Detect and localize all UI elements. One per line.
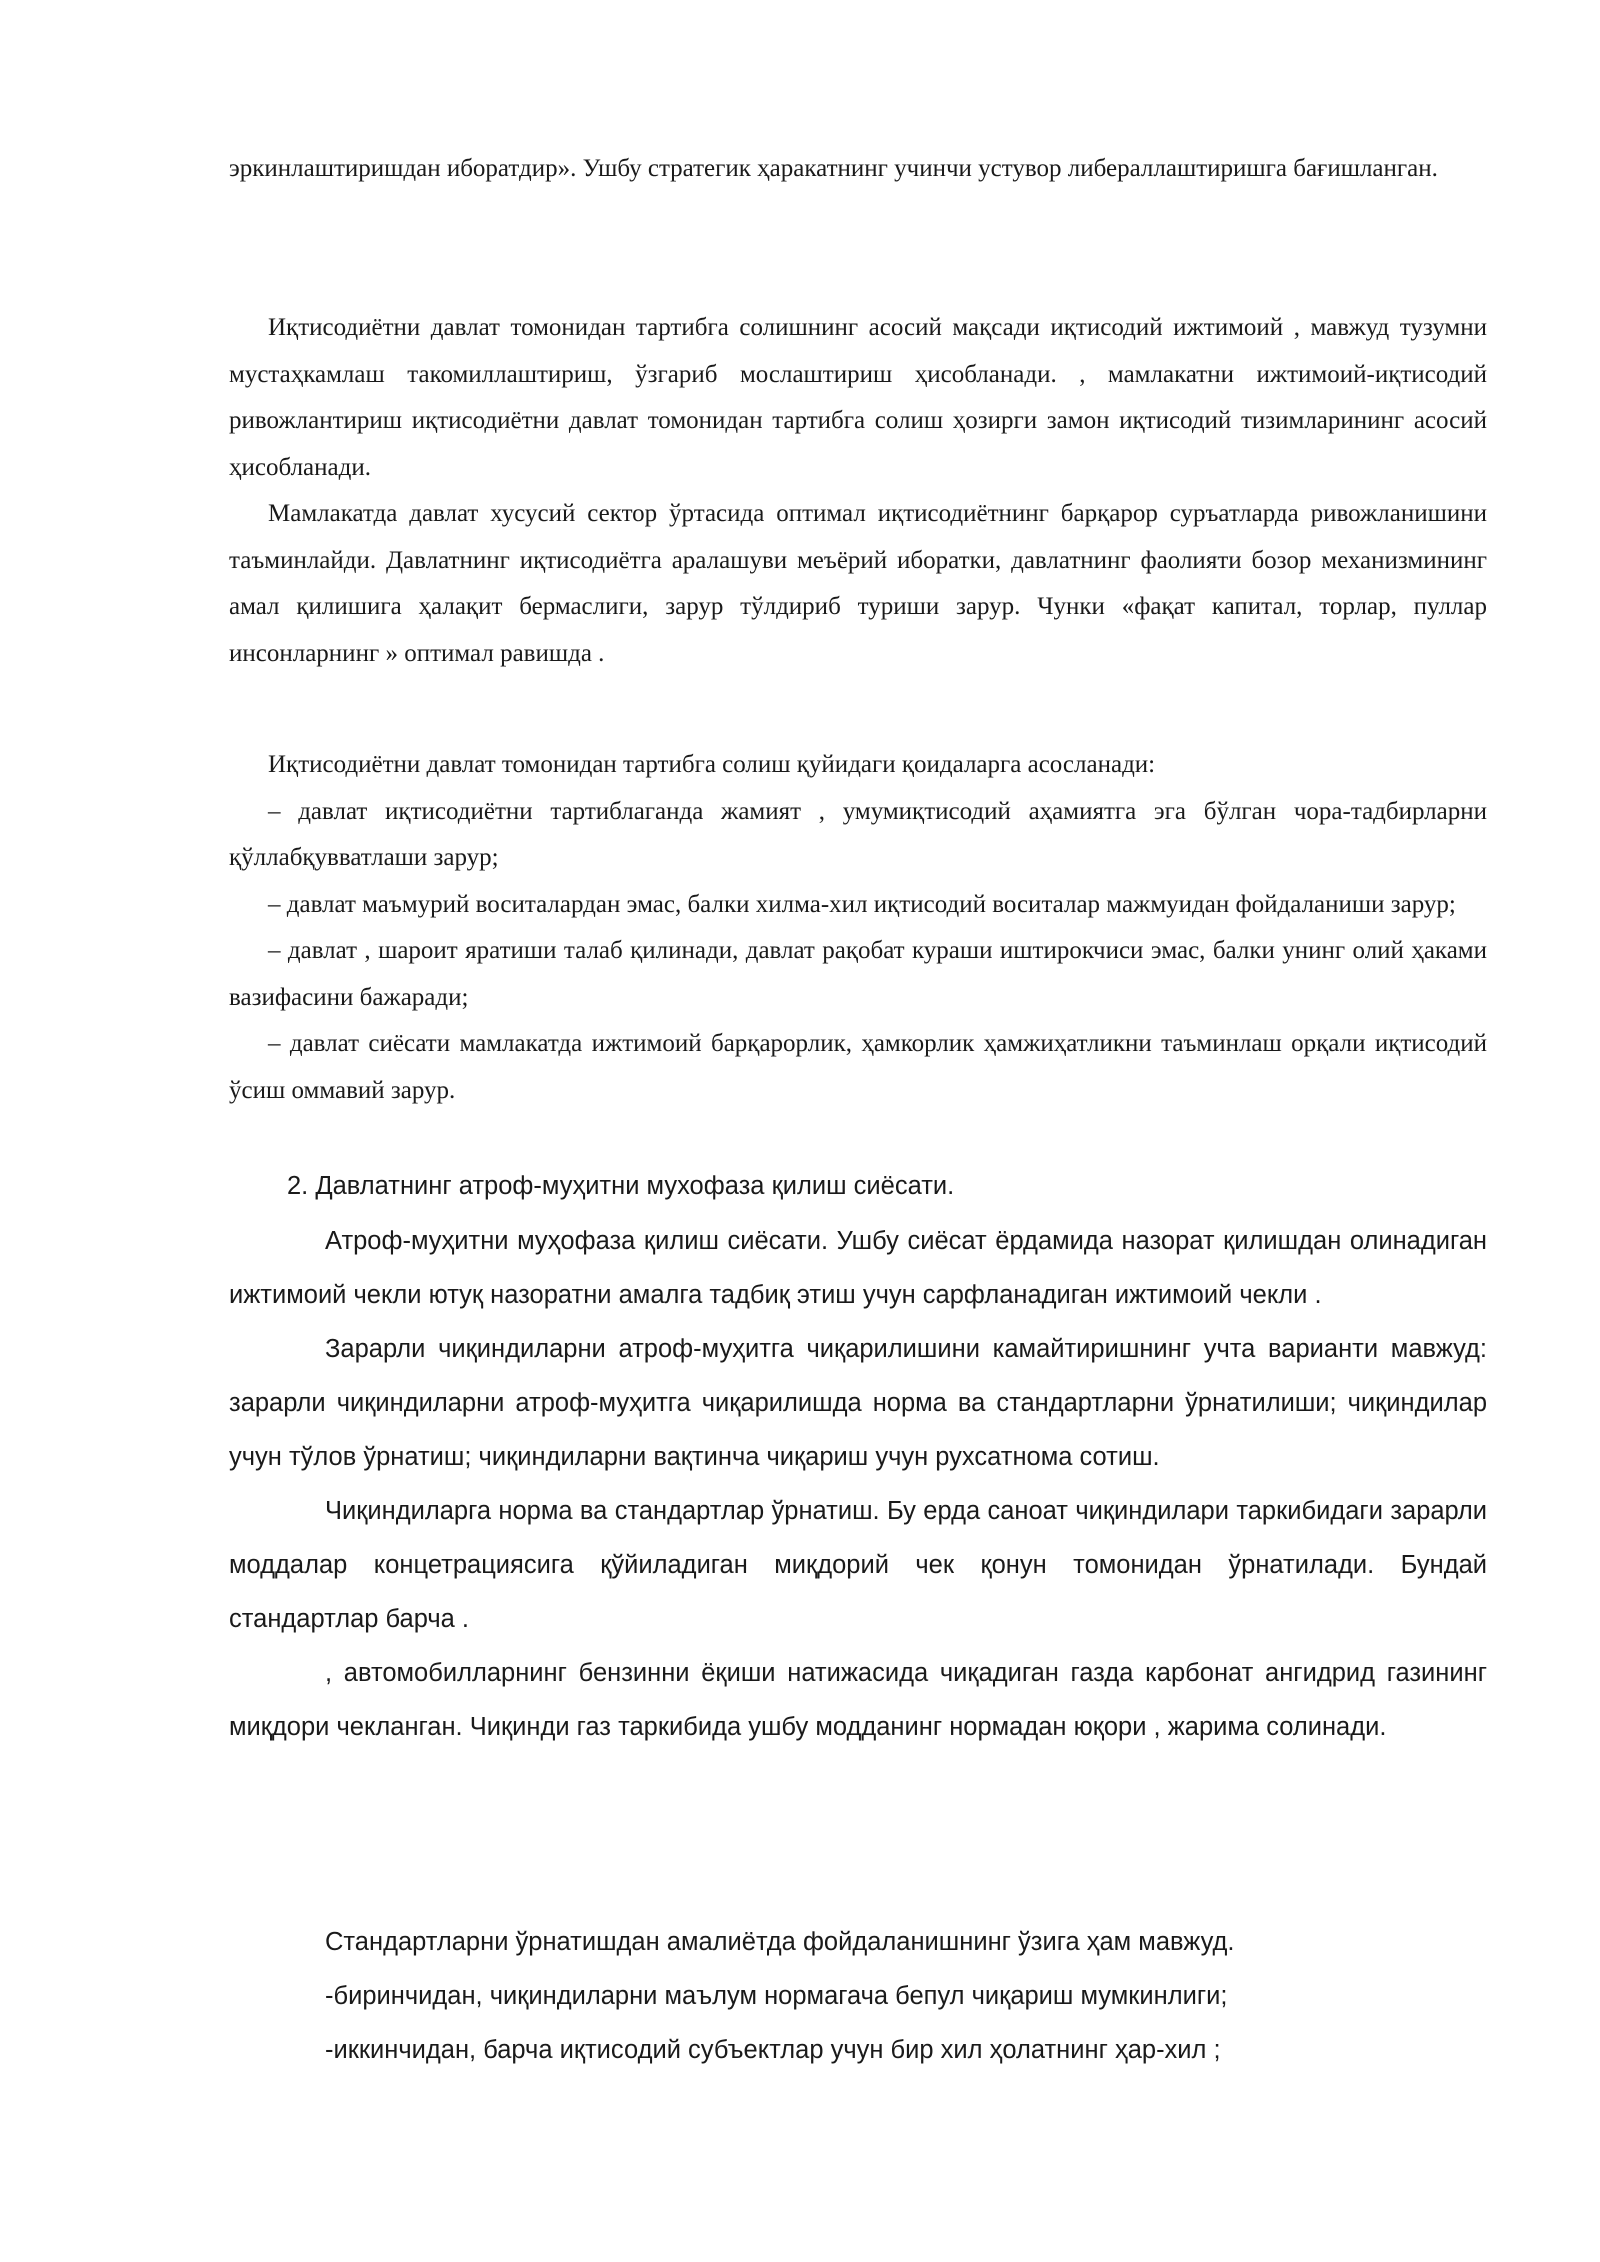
list-item: – давлат , шароит яратиши талаб қилинади, давлат рақобат кураши иштирокчиси эмас, балки унинг олий ҳаками вазифасини бажаради; bbox=[229, 937, 1487, 1011]
list-item: – давлат иқтисодиётни тартиблаганда жамият , умумиқтисодий аҳамиятга эга бўлган чора-тадбирларни қўллабқувватлаши зарур; bbox=[229, 797, 1487, 871]
standards-usage-block bbox=[229, 1915, 1487, 2077]
paragraph: , автомобилларнинг бензинни ёқиши натижасида чиқадиган газда карбонат ангидрид газининг миқдори чекланган. Чиқинди газ таркибида ушбу модданинг нормадан юқори , жарима солинади. bbox=[229, 1659, 1487, 1741]
paragraph: Зарарли чиқиндиларни атроф-муҳитга чиқарилишини камайтиришнинг учта варианти мавжуд: зарарли чиқиндиларни атроф-муҳитга чиқарилишда норма ва стандартларни ўрнатилиши; чиқиндилар учун тўлов ўрнатиш; чиқиндиларни вақтинча чиқариш учун рухсатнома сотиш. bbox=[229, 1335, 1487, 1471]
paragraph: Стандартларни ўрнатишдан амалиётда фойдаланишнинг ўзига ҳам мавжуд. bbox=[325, 1928, 1235, 1956]
regulation-principles-block bbox=[229, 742, 1487, 1114]
intro-block bbox=[229, 146, 1487, 193]
environment-policy-block bbox=[229, 1214, 1487, 1754]
paragraph: Чиқиндиларга норма ва стандартлар ўрнатиш. Бу ерда саноат чиқиндилари таркибидаги зарарли моддалар концетрациясига қўйиладиган миқдорий чек қонун томонидан ўрнатилади. Бундай стандартлар барча . bbox=[229, 1497, 1487, 1633]
section-heading: 2. Давлатнинг атроф-муҳитни мухофаза қилиш сиёсати. bbox=[287, 1172, 955, 1200]
paragraph: Иқтисодиётни давлат томонидан тартибга солиш қуйидаги қоидаларга асосланади: bbox=[268, 751, 1156, 778]
list-item: – давлат маъмурий воситалардан эмас, балки хилма-хил иқтисодий воситалар мажмуидан фойдаланиши зарур; bbox=[268, 890, 1456, 918]
list-item: -иккинчидан, барча иқтисодий субъектлар учун бир хил ҳолатнинг ҳар-хил ; bbox=[325, 2036, 1221, 2064]
paragraph: Атроф-муҳитни муҳофаза қилиш сиёсати. Ушбу сиёсат ёрдамида назорат қилишдан олинадиган ижтимоий чекли ютуқ назоратни амалга тадбиқ этиш учун сарфланадиган ижтимоий чекли . bbox=[229, 1227, 1487, 1309]
paragraph: Иқтисодиётни давлат томонидан тартибга солишнинг асосий мақсади иқтисодий ижтимоий , мавжуд тузумни мустаҳкамлаш такомиллаштириш, ўзгариб мослаштириш ҳисобланади. , мамлакатни ижтимоий-иқтисодий ривожлантириш иқтисодиётни давлат томонидан тартибга солиш ҳозирги замон иқтисодий тизимларининг асосий ҳисобланади. bbox=[229, 314, 1487, 481]
paragraph: Мамлакатда давлат хусусий сектор ўртасида оптимал иқтисодиётнинг барқарор суръатларда ривожланишини таъминлайди. Давлатнинг иқтисодиётга аралашуви меъёрий иборатки, давлатнинг фаолияти бозор механизмининг амал қилишига ҳалақит бермаслиги, зарур тўлдириб туриши зарур. Чунки «фақат капитал, торлар, пуллар инсонларнинг » оптимал равишда . bbox=[229, 500, 1487, 667]
list-item: -биринчидан, чиқиндиларни маълум нормагача бепул чиқариш мумкинлиги; bbox=[325, 1982, 1228, 2010]
list-item: – давлат сиёсати мамлакатда ижтимоий барқарорлик, ҳамкорлик ҳамжиҳатликни таъминлаш орқали иқтисодий ўсиш оммавий зарур. bbox=[229, 1030, 1487, 1104]
regulation-goals-block bbox=[229, 305, 1487, 677]
paragraph: эркинлаштиришдан иборатдир». Ушбу стратегик ҳаракатнинг учинчи устувор либераллаштиришга бағишланган. bbox=[229, 155, 1438, 182]
